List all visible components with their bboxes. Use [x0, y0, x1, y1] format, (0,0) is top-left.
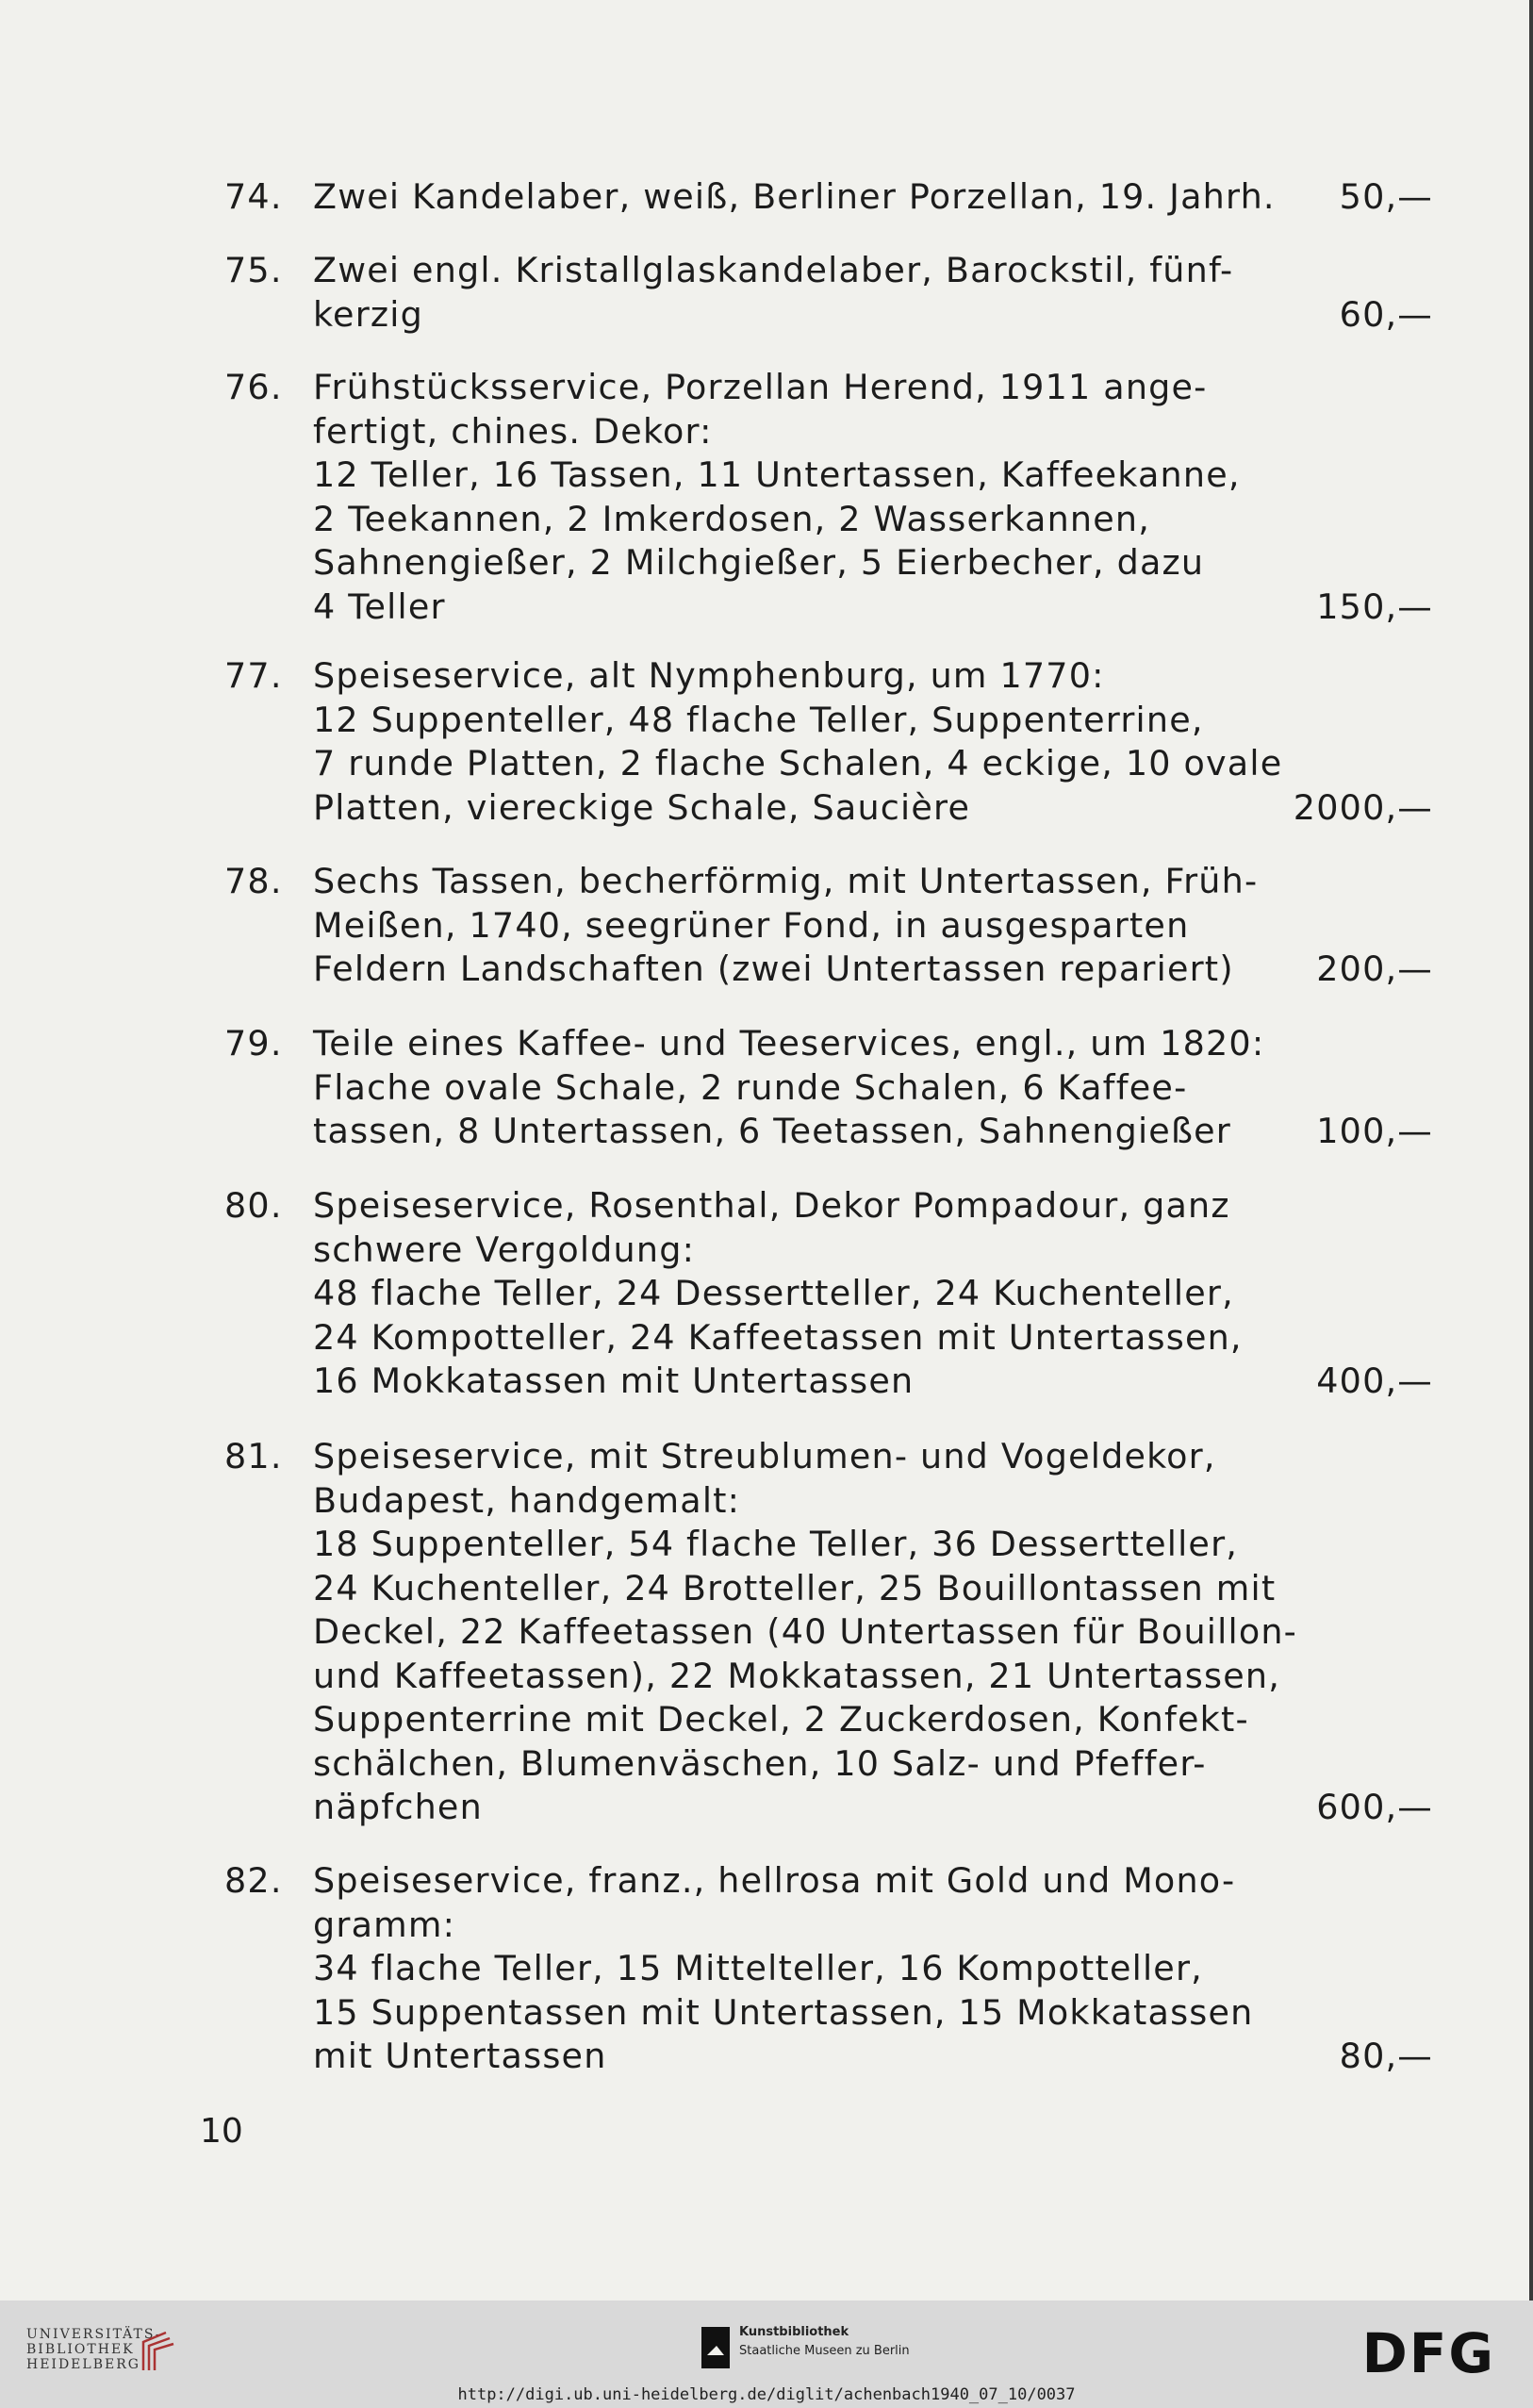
dfg-logo: DFG [1361, 2321, 1495, 2385]
entry-number: 76. [224, 367, 283, 407]
kunstbibliothek-name: Kunstbibliothek [739, 2325, 849, 2339]
museen-name: Staatliche Museen zu Berlin [739, 2344, 910, 2358]
entry-number: 80. [224, 1185, 283, 1226]
entry-description: Speiseservice, mit Streublumen- und Vogeldekor, Budapest, handgemalt: 18 Suppenteller, 54 flache Teller, 36 Dessertteller, 24 Kuchenteller, 24 Brotteller, 25 Bouillontassen mit Deckel, 22 Kaffeetassen (40 Untertassen für Bouillon- und Kaffeetassen), 22 Mokkatassen, 21 Untertassen, Suppenterrine mit Deckel, 2 Zuckerdosen, Konfekt- schälchen, Blumenväschen, 10 Salz- und Pfeffer- näpfchen [313, 1436, 1298, 1827]
entry-price: 600,— [1316, 1787, 1433, 1827]
entry-price: 150,— [1316, 586, 1433, 627]
entry-price: 2000,— [1293, 786, 1433, 828]
entry-price: 100,— [1316, 1111, 1433, 1151]
entry-description: Zwei engl. Kristallglaskandelaber, Barockstil, fünf- kerzig [313, 250, 1234, 335]
entry-number: 79. [224, 1023, 283, 1064]
digitization-footer [0, 2301, 1533, 2385]
entry-number: 77. [224, 655, 283, 696]
kunstbibliothek-logo [701, 2323, 984, 2370]
university-library-logo: UNIVERSITÄTS- BIBLIOTHEK HEIDELBERG [26, 2327, 162, 2372]
entry-description: Speiseservice, Rosenthal, Dekor Pompadour, ganz schwere Vergoldung: 48 flache Teller, 24 Dessertteller, 24 Kuchenteller, 24 Kompotteller, 24 Kaffeetassen mit Untertassen, 16 Mokkatassen mit Untertassen [313, 1185, 1243, 1401]
entry-description: Speiseservice, franz., hellrosa mit Gold und Mono- gramm: 34 flache Teller, 15 Mittelteller, 16 Kompotteller, 15 Suppentassen mit Untertassen, 15 Mokkatassen mit Untertassen [313, 1860, 1254, 2076]
entry-price: 60,— [1339, 293, 1433, 335]
entry-description: Sechs Tassen, becherförmig, mit Untertassen, Früh- Meißen, 1740, seegrüner Fond, in ausgesparten Feldern Landschaften (zwei Untertassen repariert) [313, 861, 1259, 989]
entry-number: 81. [224, 1436, 283, 1476]
entry-number: 75. [224, 250, 283, 290]
entry-price: 50,— [1339, 176, 1433, 217]
kunstbibliothek-mark-icon [701, 2327, 730, 2368]
entry-description: Zwei Kandelaber, weiß, Berliner Porzellan, 19. Jahrh. [313, 176, 1276, 217]
entry-price: 200,— [1316, 948, 1433, 989]
entry-description: Frühstücksservice, Porzellan Herend, 1911 ange- fertigt, chines. Dekor: 12 Teller, 16 Tassen, 11 Untertassen, Kaffeekanne, 2 Teekannen, 2 Imkerdosen, 2 Wasserkannen, Sahnengießer, 2 Milchgießer, 5 Eierbecher, dazu 4 Teller [313, 367, 1241, 627]
entry-price: 80,— [1339, 2036, 1433, 2076]
entry-number: 82. [224, 1860, 283, 1901]
university-seal-icon [138, 2329, 177, 2376]
source-url[interactable]: http://digi.ub.uni-heidelberg.de/diglit/achenbach1940_07_10/0037 [457, 2385, 1076, 2404]
entry-description: Speiseservice, alt Nymphenburg, um 1770: 12 Suppenteller, 48 flache Teller, Suppenterrine, 7 runde Platten, 2 flache Schalen, 4 eckige, 10 ovale Platten, viereckige Schale, Saucière [313, 655, 1283, 828]
page-number: 10 [200, 2112, 243, 2151]
entry-number: 74. [224, 176, 283, 217]
entry-price: 400,— [1316, 1361, 1433, 1401]
entry-description: Teile eines Kaffee- und Teeservices, engl., um 1820: Flache ovale Schale, 2 runde Schalen, 6 Kaffee- tassen, 8 Untertassen, 6 Teetassen, Sahnengießer [313, 1023, 1265, 1151]
entry-number: 78. [224, 861, 283, 901]
